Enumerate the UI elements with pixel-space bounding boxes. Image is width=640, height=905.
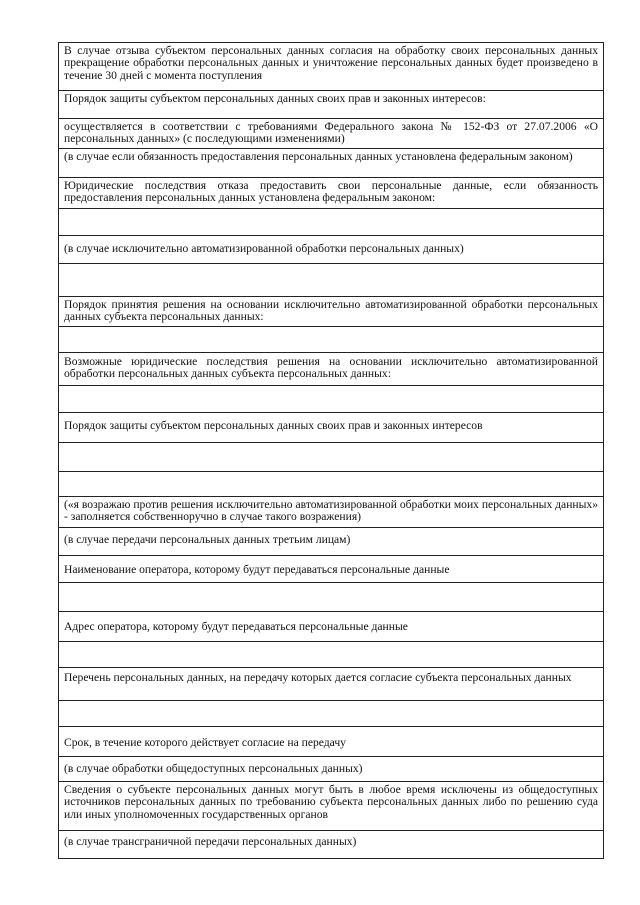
row-public-data-note: (в случае обработки общедоступных персональных данных) [59,757,603,782]
row-automated-processing-input[interactable] [59,264,603,297]
row-operator-name-input[interactable] [59,583,603,612]
row-public-data-exclusion: Сведения о субъекте персональных данных могут быть в любое время исключены из общедоступных источников персональных данных по требованию субъекта персональных данных либо по решению суда или иных уполномоченных государственных органов [59,782,603,831]
row-automated-decision-consequences: Возможные юридические последствия решения на основании исключительно автоматизированной обработки персональных данных субъекта персональных данных: [59,353,603,386]
row-rights-protection-input-1[interactable] [59,443,603,472]
row-transfer-data-list-input[interactable] [59,701,603,727]
row-rights-protection-input-2[interactable] [59,472,603,497]
row-mandatory-provision-note: (в случае если обязанность предоставления персональных данных установлена федеральным законом) [59,149,603,178]
consent-form-table [58,42,604,859]
row-transfer-data-list-label: Перечень персональных данных, на передачу которых дается согласие субъекта персональных данных [59,668,603,701]
row-transfer-term-label: Срок, в течение которого действует согласие на передачу [59,727,603,757]
row-automated-processing-note: (в случае исключительно автоматизированной обработки персональных данных) [59,236,603,264]
row-automated-decision-consequences-input[interactable] [59,386,603,413]
row-refusal-consequences: Юридические последствия отказа предоставить свои персональные данные, если обязанность предоставления персональных данных установлена федеральным законом: [59,178,603,209]
row-rights-protection-procedure: Порядок защиты субъектом персональных данных своих прав и законных интересов [59,413,603,443]
row-protection-procedure-heading: Порядок защиты субъектом персональных данных своих прав и законных интересов: [59,91,603,119]
row-operator-name-label: Наименование оператора, которому будут передаваться персональные данные [59,556,603,583]
row-cross-border-transfer-note: (в случае трансграничной передачи персональных данных) [59,831,603,859]
row-automated-decision-procedure-input[interactable] [59,327,603,353]
row-operator-address-input[interactable] [59,642,603,668]
row-automated-decision-procedure: Порядок принятия решения на основании исключительно автоматизированной обработки персональных данных субъекта персональных данных: [59,297,603,327]
row-refusal-consequences-input[interactable] [59,209,603,236]
row-third-party-transfer-note: (в случае передачи персональных данных третьим лицам) [59,528,603,556]
row-objection-statement: («я возражаю против решения исключительно автоматизированной обработки моих персональных данных» - заполняется собственноручно в случае такого возражения) [59,497,603,528]
row-operator-address-label: Адрес оператора, которому будут передаваться персональные данные [59,612,603,642]
row-protection-procedure-law: осуществляется в соответствии с требованиями Федерального закона № 152-ФЗ от 27.07.2006 «О персональных данных» (с последующими изменениями) [59,119,603,149]
row-withdrawal-of-consent: В случае отзыва субъектом персональных данных согласия на обработку своих персональных данных прекращение обработки персональных данных и уничтожение персональных данных будет произведено в течение 30 дней с момента поступления [59,43,603,91]
